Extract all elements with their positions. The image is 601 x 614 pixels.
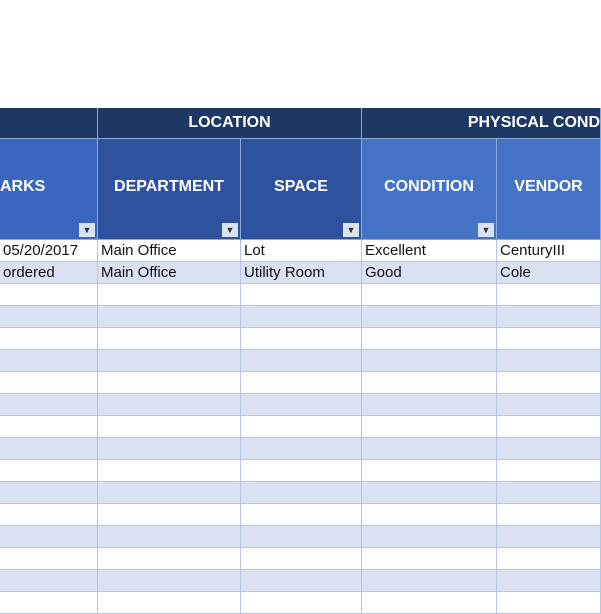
filter-dropdown-icon[interactable]: ▼ — [343, 223, 359, 237]
empty-cell[interactable] — [0, 548, 98, 569]
cell-department[interactable]: Main Office — [98, 262, 241, 283]
empty-cell[interactable] — [497, 306, 601, 327]
column-header-department[interactable] — [98, 139, 241, 239]
table-row-empty — [0, 328, 601, 350]
empty-cell[interactable] — [98, 548, 241, 569]
empty-cell[interactable] — [0, 284, 98, 305]
empty-cell[interactable] — [497, 592, 601, 613]
table-body — [0, 239, 601, 614]
table-row-empty — [0, 394, 601, 416]
filter-dropdown-icon[interactable]: ▼ — [222, 223, 238, 237]
empty-cell[interactable] — [0, 460, 98, 481]
cell-remarks[interactable]: ordered — [0, 262, 98, 283]
empty-cell[interactable] — [0, 372, 98, 393]
empty-cell[interactable] — [98, 592, 241, 613]
table-row — [0, 240, 601, 262]
spreadsheet-table — [0, 108, 601, 614]
empty-cell[interactable] — [362, 570, 497, 591]
empty-cell[interactable] — [497, 416, 601, 437]
column-header-condition[interactable] — [362, 139, 497, 239]
table-row-empty — [0, 526, 601, 548]
column-header-row — [0, 138, 601, 239]
empty-cell[interactable] — [98, 372, 241, 393]
empty-cell[interactable] — [241, 416, 362, 437]
empty-cell[interactable] — [0, 592, 98, 613]
empty-cell[interactable] — [98, 438, 241, 459]
column-header-vendor[interactable] — [497, 139, 601, 239]
empty-cell[interactable] — [497, 372, 601, 393]
empty-cell[interactable] — [241, 328, 362, 349]
table-row-empty — [0, 592, 601, 614]
empty-cell[interactable] — [497, 350, 601, 371]
group-header-row — [0, 108, 601, 138]
empty-cell[interactable] — [497, 284, 601, 305]
table-row-empty — [0, 372, 601, 394]
table-row-empty — [0, 460, 601, 482]
empty-cell[interactable] — [241, 350, 362, 371]
empty-cell[interactable] — [241, 526, 362, 547]
empty-cell[interactable] — [362, 284, 497, 305]
table-row-empty — [0, 350, 601, 372]
cell-department[interactable]: Main Office — [98, 240, 241, 261]
empty-cell[interactable] — [98, 460, 241, 481]
table-row-empty — [0, 306, 601, 328]
table-row-empty — [0, 504, 601, 526]
empty-cell[interactable] — [98, 416, 241, 437]
empty-cell[interactable] — [241, 460, 362, 481]
table-row-empty — [0, 570, 601, 592]
column-header-label: ARKS — [0, 178, 46, 195]
empty-cell[interactable] — [0, 350, 98, 371]
column-header-label: VENDOR — [514, 178, 583, 195]
empty-cell[interactable] — [497, 482, 601, 503]
empty-cell[interactable] — [362, 416, 497, 437]
group-header-blank — [0, 108, 98, 138]
cell-remarks[interactable]: 05/20/2017 — [0, 240, 98, 261]
empty-cell[interactable] — [497, 460, 601, 481]
empty-cell[interactable] — [362, 372, 497, 393]
group-header-location: LOCATION — [98, 108, 362, 138]
empty-cell[interactable] — [362, 350, 497, 371]
empty-cell[interactable] — [497, 504, 601, 525]
column-header-label: SPACE — [274, 178, 328, 195]
empty-cell[interactable] — [98, 482, 241, 503]
empty-cell[interactable] — [241, 372, 362, 393]
empty-cell[interactable] — [0, 306, 98, 327]
empty-cell[interactable] — [497, 526, 601, 547]
table-row-empty — [0, 416, 601, 438]
empty-cell[interactable] — [497, 438, 601, 459]
group-header-physical-condition: PHYSICAL COND — [362, 108, 601, 138]
empty-cell[interactable] — [362, 328, 497, 349]
empty-cell[interactable] — [241, 570, 362, 591]
empty-cell[interactable] — [362, 482, 497, 503]
empty-cell[interactable] — [362, 460, 497, 481]
empty-cell[interactable] — [98, 570, 241, 591]
empty-cell[interactable] — [98, 306, 241, 327]
empty-cell[interactable] — [98, 394, 241, 415]
filter-dropdown-icon[interactable]: ▼ — [478, 223, 494, 237]
cell-space[interactable]: Lot — [241, 240, 362, 261]
table-row-empty — [0, 482, 601, 504]
empty-cell[interactable] — [362, 548, 497, 569]
empty-cell[interactable] — [0, 416, 98, 437]
empty-cell[interactable] — [497, 570, 601, 591]
empty-cell[interactable] — [0, 526, 98, 547]
empty-cell[interactable] — [362, 438, 497, 459]
empty-cell[interactable] — [0, 482, 98, 503]
empty-cell[interactable] — [241, 592, 362, 613]
empty-cell[interactable] — [241, 394, 362, 415]
filter-dropdown-icon[interactable]: ▼ — [79, 223, 95, 237]
table-row-empty — [0, 548, 601, 570]
empty-cell[interactable] — [98, 526, 241, 547]
table-row — [0, 262, 601, 284]
empty-cell[interactable] — [241, 284, 362, 305]
empty-cell[interactable] — [0, 438, 98, 459]
column-header-label: CONDITION — [384, 178, 474, 195]
empty-cell[interactable] — [0, 570, 98, 591]
table-row-empty — [0, 438, 601, 460]
empty-cell[interactable] — [98, 328, 241, 349]
cell-vendor[interactable]: CenturyIII — [497, 240, 601, 261]
cell-vendor[interactable]: Cole — [497, 262, 601, 283]
table-row-empty — [0, 284, 601, 306]
empty-cell[interactable] — [0, 504, 98, 525]
empty-cell[interactable] — [497, 394, 601, 415]
empty-cell[interactable] — [497, 328, 601, 349]
column-header-remarks[interactable] — [0, 139, 98, 239]
empty-cell[interactable] — [241, 548, 362, 569]
empty-cell[interactable] — [241, 504, 362, 525]
empty-cell[interactable] — [98, 350, 241, 371]
empty-cell[interactable] — [98, 504, 241, 525]
empty-cell[interactable] — [362, 592, 497, 613]
empty-cell[interactable] — [362, 306, 497, 327]
empty-cell[interactable] — [241, 482, 362, 503]
cell-condition[interactable]: Good — [362, 262, 497, 283]
empty-cell[interactable] — [362, 504, 497, 525]
empty-cell[interactable] — [497, 548, 601, 569]
empty-cell[interactable] — [241, 438, 362, 459]
empty-cell[interactable] — [362, 526, 497, 547]
column-header-space[interactable] — [241, 139, 362, 239]
cell-space[interactable]: Utility Room — [241, 262, 362, 283]
empty-cell[interactable] — [362, 394, 497, 415]
column-header-label: DEPARTMENT — [114, 178, 224, 195]
empty-cell[interactable] — [241, 306, 362, 327]
empty-cell[interactable] — [0, 328, 98, 349]
empty-cell[interactable] — [98, 284, 241, 305]
cell-condition[interactable]: Excellent — [362, 240, 497, 261]
empty-cell[interactable] — [0, 394, 98, 415]
